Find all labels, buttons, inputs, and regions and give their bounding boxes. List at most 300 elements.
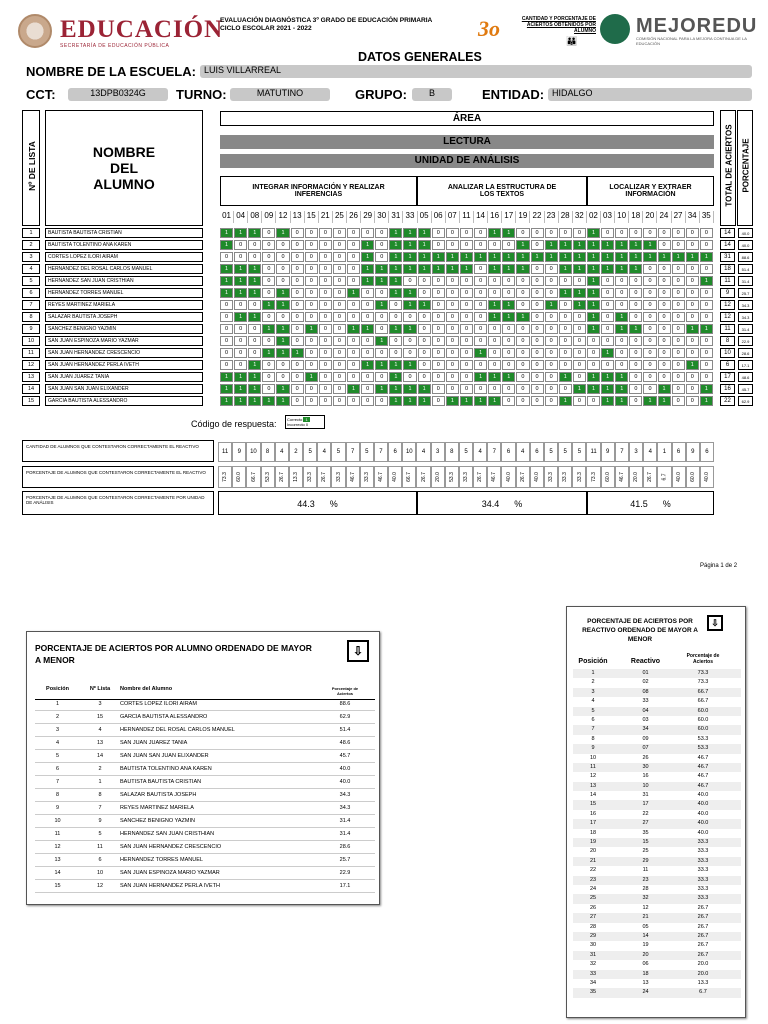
answer-cell: 1 — [347, 384, 360, 394]
answer-cell: 0 — [333, 288, 346, 298]
answer-cell: 1 — [389, 324, 402, 334]
answer-cell: 0 — [375, 372, 388, 382]
rank-nlista: 5 — [98, 831, 102, 837]
item-rank-pct: 40.0 — [697, 820, 709, 827]
student-total: 12 — [720, 300, 735, 310]
turno-label: TURNO: — [176, 87, 227, 102]
student-row — [22, 360, 754, 371]
answer-cell: 1 — [234, 396, 247, 406]
answer-cell: 0 — [446, 336, 459, 346]
item-rank-row — [573, 725, 741, 734]
answer-cell: 0 — [262, 288, 275, 298]
answer-cell: 0 — [545, 264, 558, 274]
answer-cell: 1 — [248, 372, 261, 382]
item-rank-reactivo: 25 — [642, 848, 649, 855]
answer-cell: 0 — [418, 276, 431, 286]
rank-name: SAN JUAN JUAREZ TANIA — [120, 740, 188, 746]
answer-cell: 0 — [418, 348, 431, 358]
nombre-alumno-text: NOMBRE DEL ALUMNO — [92, 144, 156, 192]
answer-cell: 0 — [629, 336, 642, 346]
answer-cell: 0 — [629, 360, 642, 370]
answer-cell: 1 — [446, 264, 459, 274]
answer-cell: 1 — [601, 396, 614, 406]
answer-cell: 0 — [672, 264, 685, 274]
answer-cell: 1 — [234, 264, 247, 274]
item-rank-title: PORCENTAJE DE ACIERTOS POR REACTIVO ORDENADO DE MAYOR A MENOR — [582, 618, 698, 643]
answer-cell: 1 — [559, 240, 572, 250]
item-rank-row — [573, 782, 741, 791]
item-pct — [586, 466, 600, 488]
answer-cell: 0 — [333, 384, 346, 394]
rank-name: CORTES LOPEZ ILORI AIRAM — [120, 701, 197, 707]
item-rank-row — [573, 800, 741, 809]
item-count: 7 — [487, 442, 501, 462]
total-header — [720, 110, 736, 226]
section-title: DATOS GENERALES — [358, 50, 482, 64]
item-rank-reactivo: 24 — [642, 989, 649, 996]
item-rank-row — [573, 669, 741, 678]
secretaria-text: SECRETARÍA DE EDUCACIÓN PÚBLICA — [60, 43, 170, 49]
answer-cell: 0 — [686, 264, 699, 274]
answer-cell: 1 — [516, 264, 529, 274]
answer-cell: 0 — [700, 288, 713, 298]
student-row — [22, 336, 754, 347]
answer-cell: 0 — [460, 324, 473, 334]
rank-row — [35, 724, 375, 737]
answer-cell: 0 — [319, 372, 332, 382]
item-rank-pos: 25 — [589, 895, 597, 902]
no-lista-header — [22, 110, 40, 226]
item-pct — [261, 466, 275, 488]
answer-cell: 0 — [305, 240, 318, 250]
student-pct: 22.9 — [738, 336, 753, 346]
answer-cell: 1 — [573, 288, 586, 298]
answer-cell: 0 — [319, 396, 332, 406]
rank-nlista: 2 — [98, 766, 102, 772]
answer-cell: 0 — [262, 312, 275, 322]
answer-cell: 0 — [446, 300, 459, 310]
rank-nlista: 9 — [98, 818, 102, 824]
answer-cell: 1 — [276, 336, 289, 346]
answer-cell: 0 — [516, 372, 529, 382]
answer-cell: 0 — [418, 324, 431, 334]
item-pct-value: 40.0 — [703, 472, 710, 482]
item-count: 6 — [501, 442, 515, 462]
answer-cell: 0 — [573, 336, 586, 346]
rank-nlista: 11 — [97, 844, 103, 850]
answer-cell: 0 — [629, 348, 642, 358]
answer-cell: 0 — [629, 300, 642, 310]
answer-cell: 0 — [432, 300, 445, 310]
student-number: 3 — [22, 252, 40, 262]
answer-cell: 0 — [615, 360, 628, 370]
answer-cell: 1 — [375, 360, 388, 370]
item-count: 7 — [346, 442, 360, 462]
item-rank-pos: 35 — [589, 989, 597, 996]
answer-cell: 1 — [545, 252, 558, 262]
item-number: 06 — [432, 211, 446, 223]
answer-cell: 0 — [305, 348, 318, 358]
answer-cell: 1 — [488, 312, 501, 322]
entidad-label: ENTIDAD: — [482, 87, 545, 102]
answer-cell: 0 — [375, 348, 388, 358]
rank-pct: 48.6 — [339, 740, 351, 746]
student-pct: 45.7 — [738, 384, 753, 394]
item-count: 4 — [643, 442, 657, 462]
item-count: 4 — [516, 442, 530, 462]
answer-cell: 1 — [248, 228, 261, 238]
student-number: 9 — [22, 324, 40, 334]
item-rank-row — [573, 791, 741, 800]
rank-pos: 4 — [55, 740, 60, 746]
answer-cell: 1 — [220, 264, 233, 274]
item-rank-reactivo: 28 — [642, 885, 649, 892]
answer-cell: 1 — [276, 324, 289, 334]
student-pct: 34.3 — [738, 312, 753, 322]
item-number: 02 — [587, 211, 601, 223]
answer-cell: 0 — [234, 240, 247, 250]
answer-cell: 0 — [474, 324, 487, 334]
page-number: Página 1 de 2 — [700, 563, 738, 569]
answer-cell: 1 — [686, 360, 699, 370]
answer-cell: 0 — [333, 240, 346, 250]
answer-cell: 1 — [432, 264, 445, 274]
answer-cell: 0 — [446, 384, 459, 394]
answer-cell: 0 — [643, 348, 656, 358]
answer-cell: 1 — [432, 252, 445, 262]
answer-cell: 0 — [672, 240, 685, 250]
answer-cell: 1 — [502, 264, 515, 274]
item-rank-row — [573, 829, 741, 838]
answer-cell: 0 — [262, 240, 275, 250]
item-rank-reactivo: 33 — [642, 698, 649, 705]
answer-cell: 1 — [248, 312, 261, 322]
rank-pct: 88.6 — [339, 701, 351, 707]
item-rank-row — [573, 941, 741, 950]
item-rank-pos: 30 — [589, 942, 597, 949]
answer-cell: 1 — [700, 324, 713, 334]
answer-cell: 0 — [502, 384, 515, 394]
item-rank-pct: 53.3 — [697, 735, 709, 742]
porcentaje-text: PORCENTAJE — [741, 138, 751, 193]
unit3-pct-sign: % — [662, 499, 671, 509]
item-rank-pos: 19 — [589, 839, 597, 846]
item-pct-value: 33.3 — [576, 472, 583, 482]
answer-cell: 0 — [291, 396, 304, 406]
answer-cell: 0 — [474, 228, 487, 238]
answer-cell: 0 — [531, 384, 544, 394]
item-pct — [473, 466, 487, 488]
student-pct: 62.9 — [738, 396, 753, 406]
answer-cell: 1 — [601, 348, 614, 358]
student-name: BAUTISTA TOLENTINO ANA KAREN — [45, 240, 203, 250]
answer-cell: 1 — [502, 252, 515, 262]
answer-cell: 0 — [516, 336, 529, 346]
answer-cell: 0 — [629, 228, 642, 238]
answer-cell: 0 — [347, 312, 360, 322]
item-rank-pct: 26.7 — [697, 914, 709, 921]
answer-cell: 0 — [672, 372, 685, 382]
answer-cell: 1 — [418, 384, 431, 394]
answer-cell: 1 — [375, 264, 388, 274]
item-rank-row — [573, 960, 741, 969]
answer-cell: 0 — [291, 324, 304, 334]
answer-cell: 0 — [375, 396, 388, 406]
answer-cell: 0 — [700, 336, 713, 346]
answer-cell: 0 — [516, 288, 529, 298]
answer-cell: 0 — [389, 312, 402, 322]
answer-cell: 0 — [361, 288, 374, 298]
item-rank-pos: 18 — [589, 829, 597, 836]
rank-row — [35, 867, 375, 880]
item-pct-value: 46.7 — [377, 472, 384, 482]
item-rank-pct: 33.3 — [697, 848, 709, 855]
answer-cell: 0 — [531, 396, 544, 406]
answer-cell: 0 — [474, 384, 487, 394]
item-count: 5 — [544, 442, 558, 462]
answer-cell: 1 — [361, 360, 374, 370]
item-pct — [558, 466, 572, 488]
item-rank-pos: 29 — [589, 932, 597, 939]
area-header: ÁREA — [220, 111, 714, 126]
answer-cell: 1 — [516, 312, 529, 322]
answer-cell: 0 — [234, 324, 247, 334]
item-number: 19 — [516, 211, 530, 223]
answer-cell: 0 — [700, 348, 713, 358]
student-row — [22, 300, 754, 311]
answer-cell: 0 — [262, 384, 275, 394]
mejoredu-brand: MEJOREDU — [636, 15, 758, 37]
student-row — [22, 252, 754, 263]
answer-cell: 1 — [516, 252, 529, 262]
item-rank-row — [573, 847, 741, 856]
answer-cell: 1 — [375, 384, 388, 394]
item-pct — [360, 466, 374, 488]
answer-cell: 1 — [276, 288, 289, 298]
student-pct: 17.1 — [738, 360, 753, 370]
item-rank-pct: 6.7 — [699, 989, 707, 996]
cantidad-text: CANTIDAD Y PORCENTAJE DE ACIERTOS OBTENIDOS POR ALUMNO — [521, 16, 596, 34]
rank-name: BAUTISTA BAUTISTA CRISTIAN — [120, 779, 202, 785]
item-pct-value: 53.3 — [264, 472, 271, 482]
answer-cell: 1 — [488, 264, 501, 274]
answer-cell: 0 — [658, 288, 671, 298]
item-rank-pct: 33.3 — [697, 867, 709, 874]
item-rank-reactivo: 35 — [642, 829, 649, 836]
answer-cell: 0 — [686, 228, 699, 238]
item-rank-pos: 24 — [589, 885, 597, 892]
answer-cell: 1 — [234, 372, 247, 382]
answer-cell: 0 — [248, 336, 261, 346]
answer-cell: 0 — [658, 360, 671, 370]
answer-cell: 0 — [347, 264, 360, 274]
item-pct-value: 6.7 — [661, 473, 668, 481]
item-number: 20 — [643, 211, 657, 223]
answer-cell: 0 — [333, 396, 346, 406]
item-rank-reactivo: 12 — [642, 904, 649, 911]
rank-pos: 2 — [55, 714, 60, 720]
item-count: 6 — [700, 442, 714, 462]
rank-pos: 11 — [54, 831, 61, 837]
item-number: 15 — [305, 211, 319, 223]
answer-cell: 0 — [559, 276, 572, 286]
lectura-header: LECTURA — [220, 135, 714, 149]
answer-cell: 0 — [488, 360, 501, 370]
answer-cell: 0 — [502, 288, 515, 298]
answer-cell: 0 — [502, 396, 515, 406]
item-rank-pct: 33.3 — [697, 895, 709, 902]
answer-cell: 1 — [220, 288, 233, 298]
third-grade-logo-icon: 3o — [478, 16, 500, 41]
answer-cell: 0 — [347, 396, 360, 406]
item-count: 7 — [374, 442, 388, 462]
answer-cell: 0 — [347, 336, 360, 346]
item-rank-pct: 33.3 — [697, 857, 709, 864]
answer-cell: 1 — [389, 360, 402, 370]
answer-cell: 0 — [516, 276, 529, 286]
item-pct — [615, 466, 629, 488]
answer-cell: 0 — [333, 348, 346, 358]
answer-cell: 0 — [502, 348, 515, 358]
rank-nlista: 15 — [96, 714, 104, 720]
answer-cell: 0 — [291, 252, 304, 262]
student-rank-panel — [26, 631, 380, 905]
item-pct — [501, 466, 515, 488]
answer-cell: 1 — [220, 276, 233, 286]
item-pct-value: 33.3 — [335, 472, 342, 482]
student-row — [22, 324, 754, 335]
item-rank-reactivo: 34 — [642, 726, 649, 733]
answer-cell: 0 — [672, 300, 685, 310]
item-rank-pct: 46.7 — [697, 773, 709, 780]
answer-cell: 0 — [319, 228, 332, 238]
codigo-label: Código de respuesta: — [191, 419, 277, 429]
rank-row — [35, 711, 375, 724]
answer-cell: 1 — [615, 312, 628, 322]
answer-cell: 1 — [700, 252, 713, 262]
item-rank-row — [573, 876, 741, 885]
item-rank-pos: 22 — [589, 867, 597, 874]
item-pct — [672, 466, 686, 488]
answer-cell: 0 — [658, 348, 671, 358]
answer-cell: 1 — [220, 240, 233, 250]
answer-cell: 1 — [276, 384, 289, 394]
item-pct-value: 33.3 — [463, 472, 470, 482]
rank-pct: 17.1 — [339, 883, 351, 889]
item-number: 31 — [389, 211, 403, 223]
answer-cell: 0 — [276, 276, 289, 286]
item-rank-reactivo: 06 — [642, 961, 649, 968]
answer-cell: 1 — [615, 396, 628, 406]
item-rank-pos: 23 — [589, 876, 597, 883]
item-rank-row — [573, 979, 741, 988]
answer-cell: 0 — [488, 348, 501, 358]
item-pct — [232, 466, 246, 488]
answer-cell: 0 — [234, 360, 247, 370]
answer-cell: 0 — [643, 264, 656, 274]
item-rank-panel — [566, 606, 746, 1018]
student-name: SAN JUAN ESPINOZA MARIO YAZMAR — [45, 336, 203, 346]
answer-cell: 0 — [375, 288, 388, 298]
answer-cell: 0 — [389, 336, 402, 346]
answer-cell: 0 — [658, 264, 671, 274]
rank-nlista: 7 — [98, 805, 102, 811]
answer-cell: 0 — [460, 228, 473, 238]
student-pct: 31.4 — [738, 276, 753, 286]
answer-cell: 0 — [291, 288, 304, 298]
item-rank-reactivo: 09 — [642, 735, 649, 742]
answer-cell: 0 — [234, 300, 247, 310]
answer-cell: 1 — [460, 264, 473, 274]
answer-cell: 1 — [474, 372, 487, 382]
answer-cell: 0 — [488, 276, 501, 286]
item-rank-reactivo: 07 — [642, 745, 649, 752]
item-rank-reactivo: 29 — [642, 857, 649, 864]
answer-cell: 0 — [361, 384, 374, 394]
rank-row — [35, 841, 375, 854]
answer-cell: 0 — [474, 312, 487, 322]
item-rank-reactivo: 31 — [642, 792, 649, 799]
answer-cell: 1 — [615, 252, 628, 262]
answer-cell: 0 — [262, 228, 275, 238]
answer-cell: 0 — [559, 228, 572, 238]
answer-cell: 0 — [220, 324, 233, 334]
rank-nlista: 12 — [96, 883, 104, 889]
answer-cell: 0 — [700, 360, 713, 370]
item-pct — [459, 466, 473, 488]
answer-cell: 0 — [545, 384, 558, 394]
item-pct — [544, 466, 558, 488]
item-pct — [388, 466, 402, 488]
answer-cell: 0 — [305, 396, 318, 406]
rank-row — [35, 789, 375, 802]
answer-cell: 0 — [686, 396, 699, 406]
student-number: 6 — [22, 288, 40, 298]
rank-pct: 34.3 — [339, 792, 351, 798]
student-name: SAN JUAN SAN JUAN ELIXANDER — [45, 384, 203, 394]
rank-pos: 10 — [54, 818, 61, 824]
codigo-legend — [285, 415, 325, 429]
item-rank-pos: 9 — [591, 745, 595, 752]
answer-cell: 0 — [672, 396, 685, 406]
student-name: SANCHEZ BENIGNO YAZMIN — [45, 324, 203, 334]
answer-cell: 0 — [474, 240, 487, 250]
educacion-logo — [18, 14, 238, 48]
rank-pos: 1 — [55, 701, 60, 707]
item-pct-value: 40.0 — [392, 472, 399, 482]
item-number: 24 — [657, 211, 671, 223]
item-rank-pct: 26.7 — [697, 942, 709, 949]
answer-cell: 0 — [545, 324, 558, 334]
answer-cell: 0 — [319, 324, 332, 334]
answer-cell: 0 — [573, 228, 586, 238]
answer-cell: 0 — [531, 228, 544, 238]
item-count: 5 — [459, 442, 473, 462]
answer-cell: 1 — [403, 324, 416, 334]
item-count: 3 — [431, 442, 445, 462]
answer-cell: 0 — [629, 396, 642, 406]
student-total: 17 — [720, 372, 735, 382]
item-count: 5 — [303, 442, 317, 462]
answer-cell: 1 — [629, 264, 642, 274]
rank-row — [35, 776, 375, 789]
item-pct-value: 66.7 — [250, 472, 257, 482]
export-icon-2: ⇩ — [707, 615, 723, 631]
answer-cell: 0 — [601, 228, 614, 238]
answer-cell: 1 — [248, 276, 261, 286]
answer-cell: 0 — [291, 228, 304, 238]
answer-cell: 0 — [389, 348, 402, 358]
